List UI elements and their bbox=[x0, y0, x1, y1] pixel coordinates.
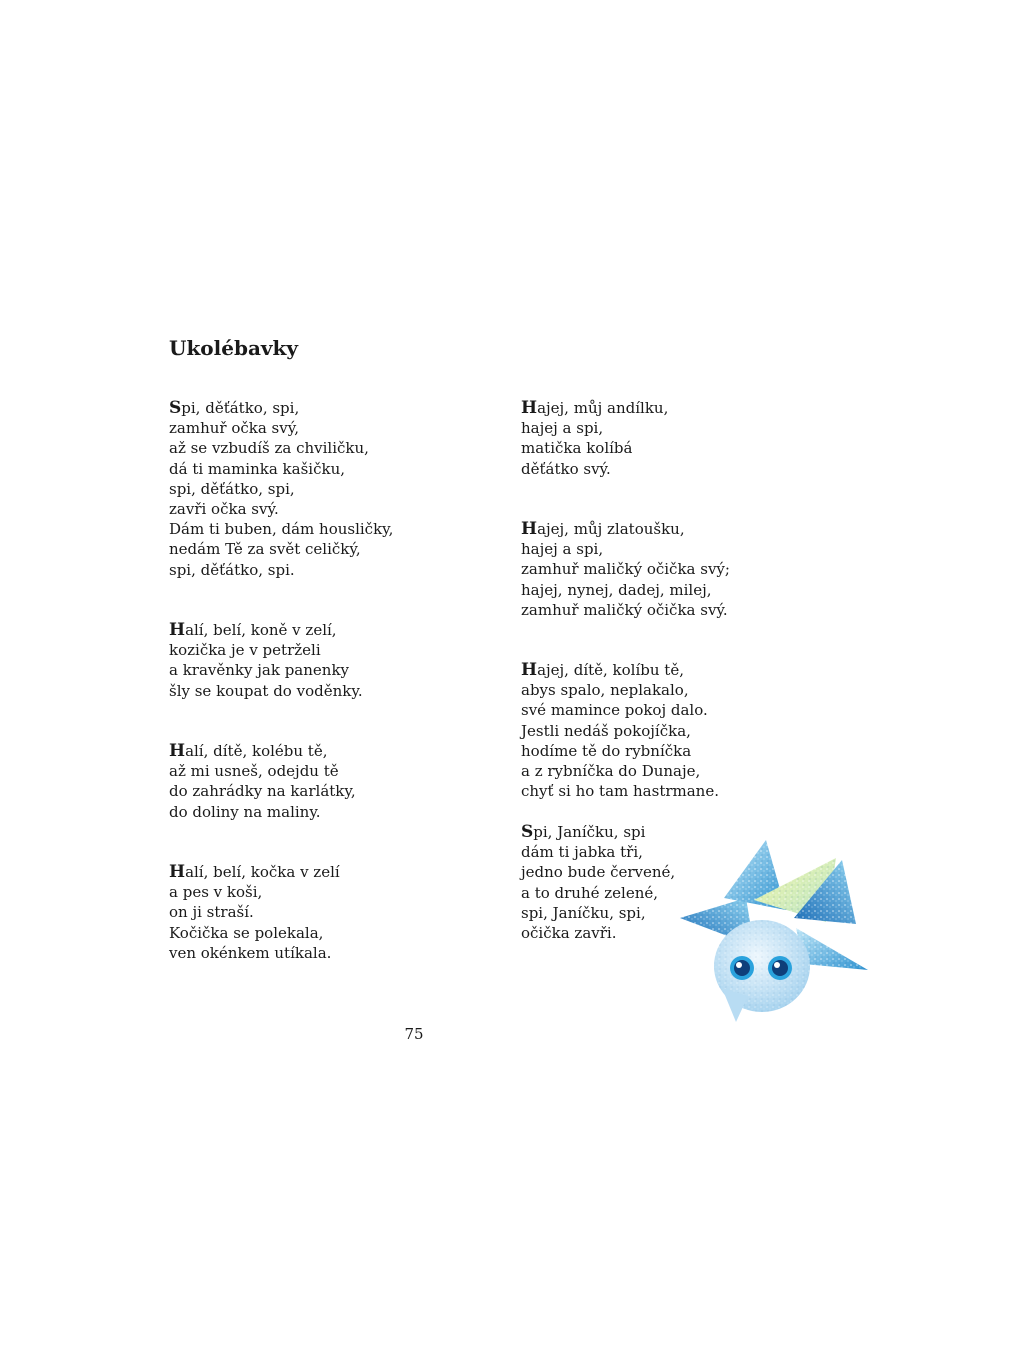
poem-line bbox=[521, 660, 719, 680]
poem-line: zamhuř maličký očička svý; bbox=[521, 560, 730, 579]
poem-initial: H bbox=[169, 862, 186, 882]
poem-hali-beli-kone bbox=[169, 620, 363, 701]
poem-line: a pes v koši, bbox=[169, 883, 263, 902]
poem-first-line: ajej, můj andílku, bbox=[537, 399, 669, 417]
star-creature-illustration bbox=[676, 838, 872, 1024]
poem-line: zavři očka svý. bbox=[169, 500, 279, 519]
poem-hajej-andilku bbox=[521, 398, 668, 479]
poem-hajej-dite bbox=[521, 660, 719, 801]
poem-line: zamhuř očka svý, bbox=[169, 419, 299, 438]
poem-line: spi, děťátko, spi, bbox=[169, 479, 295, 498]
poem-line: své mamince pokoj dalo. bbox=[521, 701, 708, 720]
poem-line: až mi usneš, odejdu tě bbox=[169, 762, 339, 781]
poem-initial: H bbox=[521, 519, 538, 539]
poem-line: abys spalo, neplakalo, bbox=[521, 681, 689, 700]
poem-line: dá ti maminka kašičku, bbox=[169, 459, 346, 478]
poem-line bbox=[521, 822, 675, 842]
poem-hali-dite bbox=[169, 741, 356, 822]
poem-initial: H bbox=[169, 620, 186, 640]
poem-line: Jestli nedáš pokojíčka, bbox=[521, 721, 691, 740]
poem-line: matička kolíbá bbox=[521, 439, 633, 458]
poem-spi-detatko bbox=[169, 398, 393, 580]
glitter-star-creature-icon bbox=[676, 838, 872, 1024]
poem-line: děťátko svý. bbox=[521, 459, 611, 478]
poem-line: ven okénkem utíkala. bbox=[169, 943, 332, 962]
poem-line: hajej, nynej, dadej, milej, bbox=[521, 580, 712, 599]
poem-line: dám ti jabka tři, bbox=[521, 843, 643, 862]
poem-line: spi, Janíčku, spi, bbox=[521, 903, 646, 922]
poem-line: spi, děťátko, spi. bbox=[169, 560, 295, 579]
poem-first-line: alí, belí, koně v zelí, bbox=[185, 621, 337, 639]
poem-line: a z rybníčka do Dunaje, bbox=[521, 762, 701, 781]
poem-first-line: ajej, můj zlatoušku, bbox=[537, 520, 685, 538]
poem-line: chyť si ho tam hastrmane. bbox=[521, 782, 719, 801]
poem-line: hajej a spi, bbox=[521, 419, 604, 438]
poem-first-line: pi, děťátko, spi, bbox=[181, 399, 300, 417]
page-number: 75 bbox=[404, 1025, 424, 1043]
poem-line: jedno bude červené, bbox=[521, 863, 676, 882]
poem-line bbox=[521, 519, 730, 539]
poem-line: kozička je v petrželi bbox=[169, 641, 321, 660]
poem-first-line: ajej, dítě, kolíbu tě, bbox=[537, 661, 684, 679]
poem-line: nedám Tě za svět celičký, bbox=[169, 540, 361, 559]
poem-spi-janicku bbox=[521, 822, 675, 943]
poem-line: do zahrádky na karlátky, bbox=[169, 782, 356, 801]
poem-first-line: alí, belí, kočka v zelí bbox=[185, 863, 340, 881]
poem-line bbox=[169, 620, 363, 640]
poem-line bbox=[169, 398, 393, 418]
poem-line: on ji straší. bbox=[169, 903, 254, 922]
poem-line: Dám ti buben, dám housličky, bbox=[169, 520, 394, 539]
poem-first-line: alí, dítě, kolébu tě, bbox=[185, 742, 328, 760]
poem-line bbox=[521, 398, 668, 418]
poem-line: zamhuř maličký očička svý. bbox=[521, 600, 728, 619]
poem-hajej-zlatousku bbox=[521, 519, 730, 620]
poem-line bbox=[169, 862, 340, 882]
poem-line bbox=[169, 741, 356, 761]
poem-line: hodíme tě do rybníčka bbox=[521, 741, 692, 760]
poem-line: do doliny na maliny. bbox=[169, 802, 321, 821]
poem-initial: H bbox=[521, 398, 538, 418]
page-title: Ukolébavky bbox=[169, 336, 299, 360]
poem-hali-beli-kocka bbox=[169, 862, 340, 963]
poem-line: očička zavři. bbox=[521, 924, 617, 943]
poem-line: hajej a spi, bbox=[521, 540, 604, 559]
poem-initial: S bbox=[169, 398, 182, 418]
poem-line: až se vzbudíš za chviličku, bbox=[169, 439, 369, 458]
poem-line: a to druhé zelené, bbox=[521, 883, 659, 902]
poem-first-line: pi, Janíčku, spi bbox=[533, 823, 646, 841]
poem-initial: H bbox=[169, 741, 186, 761]
poem-line: a kravěnky jak panenky bbox=[169, 661, 350, 680]
poem-line: Kočička se polekala, bbox=[169, 923, 324, 942]
poem-initial: H bbox=[521, 660, 538, 680]
poem-line: šly se koupat do voděnky. bbox=[169, 681, 363, 700]
poem-initial: S bbox=[521, 822, 534, 842]
